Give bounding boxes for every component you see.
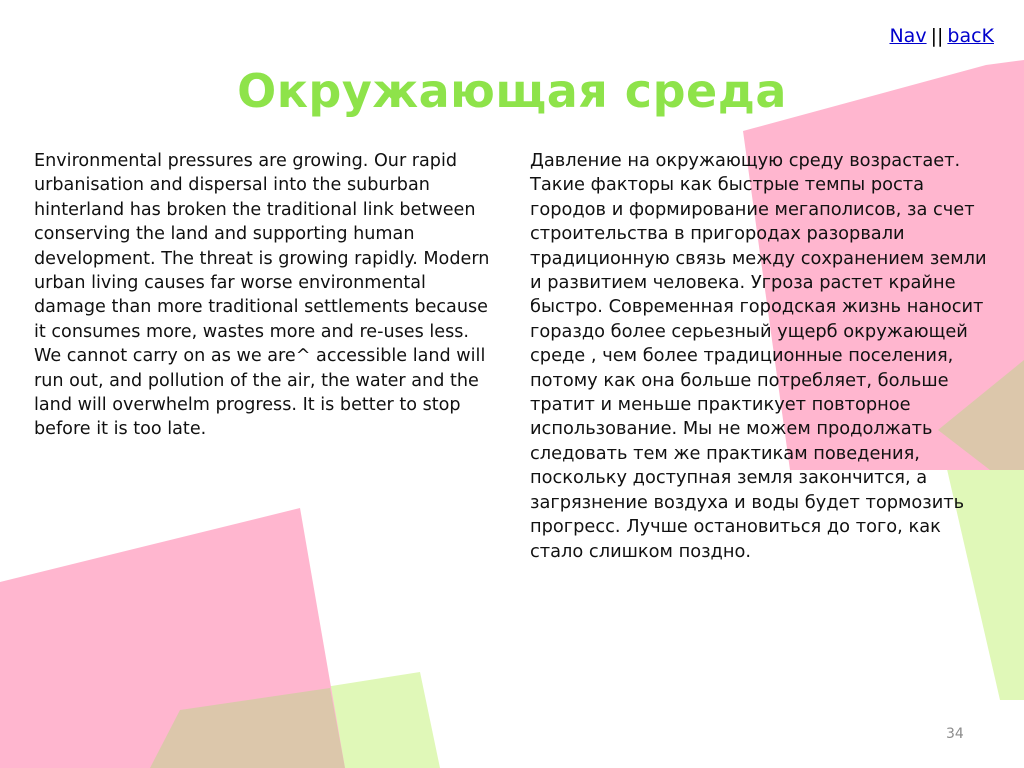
nav-link[interactable]: Nav xyxy=(889,25,927,47)
slide-title: Окружающая среда xyxy=(237,64,787,118)
navigation-links xyxy=(889,25,994,47)
english-text: Environmental pressures are growing. Our rapid urbanisation and dispersal into the suburban hinterland has broken the traditional link between conserving the land and supporting human development. The threat is growing rapidly. Modern urban living causes far worse environmental damage than more traditional settlements because it consumes more, wastes more and re-uses less. We cannot carry on as we are^ accessible land will run out, and pollution of the air, the water and the land will overwhelm progress. It is better to stop before it is too late. xyxy=(34,151,490,440)
page-number: 34 xyxy=(946,726,964,742)
russian-text: Давление на окружающую среду возрастает. Такие факторы как быстрые темпы роста городов и формирование мегаполисов, за счет строительства в пригородах разорвали традиционную связь между сохранением земли и развитием человека. Угроза растет крайне быстро. Современная городская жизнь наносит гораздо более серьезный ущерб окружающей среде , чем более традиционные поселения, потому как она больше потребляет, больше тратит и меньше практикует повторное использование. Мы не можем продолжать следовать тем же практикам поведения, поскольку доступная земля закончится, а загрязнение воздуха и воды будет тормозить прогресс. Лучше остановиться до того, как стало слишком поздно. xyxy=(530,150,987,562)
back-link[interactable]: bacK xyxy=(947,25,994,47)
nav-separator: || xyxy=(930,25,944,47)
